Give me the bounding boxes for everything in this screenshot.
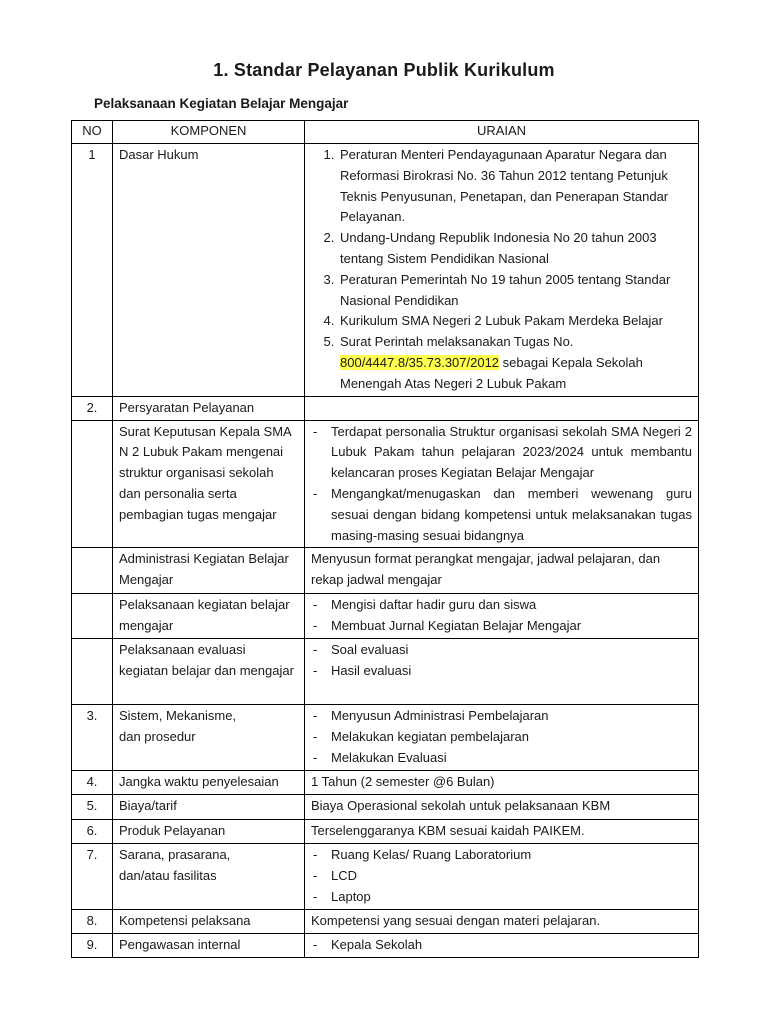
row-uraian <box>305 420 699 548</box>
table-row <box>72 820 699 844</box>
item-text: Surat Perintah melaksanakan Tugas No. <box>340 334 574 350</box>
row-uraian <box>305 844 699 910</box>
list-item: 4. Kurikulum SMA Negeri 2 Lubuk Pakam Merdeka Belajar <box>338 311 692 332</box>
header-komponen: KOMPONEN <box>113 121 305 144</box>
dash-list <box>311 595 692 637</box>
row-number: 1 <box>72 144 113 397</box>
row-number: 9. <box>72 934 113 958</box>
komponen-line: dan prosedur <box>119 729 196 745</box>
row-uraian: 1 Tahun (2 semester @6 Bulan) <box>305 771 699 795</box>
row-komponen: Produk Pelayanan <box>113 820 305 844</box>
dash-marker: - <box>313 423 318 439</box>
row-number: 7. <box>72 844 113 910</box>
row-komponen: Administrasi Kegiatan Belajar Mengajar <box>113 548 305 594</box>
komponen-line: Sarana, prasarana, <box>119 847 231 863</box>
header-uraian: URAIAN <box>305 121 699 144</box>
list-item: 3. Peraturan Pemerintah No 19 tahun 2005 tentang Standar Nasional Pendidikan <box>338 270 692 312</box>
row-uraian <box>305 705 699 771</box>
list-item: 1. Peraturan Menteri Pendayagunaan Aparatur Negara dan Reformasi Birokrasi No. 36 Tahun 2012 tentang Petunjuk Teknis Penyusunan, Penetapan, dan Penerapan Standar Pelayanan. <box>338 145 692 228</box>
item-text: Soal evaluasi <box>331 642 409 658</box>
dash-marker: - <box>313 708 318 724</box>
dash-marker: - <box>313 888 318 904</box>
row-komponen <box>113 844 305 910</box>
row-uraian <box>305 639 699 705</box>
row-uraian <box>305 934 699 958</box>
item-text: Terdapat personalia Struktur organisasi sekolah SMA Negeri 2 Lubuk Pakam tahun pelajaran 2023/2024 untuk membantu kelancaran proses Kegiatan Belajar Mengajar <box>331 423 692 481</box>
dash-marker: - <box>313 485 318 501</box>
table-row <box>72 594 699 639</box>
row-number: 3. <box>72 705 113 771</box>
item-text: Melakukan Evaluasi <box>331 749 447 765</box>
row-number: 2. <box>72 396 113 420</box>
dash-list <box>311 422 692 547</box>
list-item <box>311 748 692 769</box>
standard-table <box>71 120 699 958</box>
list-item <box>338 332 692 394</box>
item-text: Hasil evaluasi <box>331 663 412 679</box>
table-row <box>72 144 699 397</box>
row-komponen: Jangka waktu penyelesaian <box>113 771 305 795</box>
table-row <box>72 934 699 958</box>
table-row <box>72 844 699 910</box>
row-komponen <box>113 705 305 771</box>
row-komponen: Pengawasan internal <box>113 934 305 958</box>
dash-list <box>311 706 692 768</box>
list-item <box>311 640 692 661</box>
list-item <box>311 727 692 748</box>
table-row <box>72 705 699 771</box>
dash-marker: - <box>313 663 318 679</box>
list-item <box>311 595 692 616</box>
dash-marker: - <box>313 642 318 658</box>
table-row <box>72 795 699 820</box>
dash-marker: - <box>313 597 318 613</box>
row-number: 6. <box>72 820 113 844</box>
dash-marker: - <box>313 937 318 953</box>
list-item <box>311 616 692 637</box>
row-komponen: Biaya/tarif <box>113 795 305 820</box>
dash-marker: - <box>313 868 318 884</box>
item-text: sebagai Kepala Sekolah Menengah Atas Negeri 2 Lubuk Pakam <box>340 354 643 391</box>
dash-marker: - <box>313 847 318 863</box>
dash-marker: - <box>313 749 318 765</box>
table-row <box>72 639 699 705</box>
item-text: Menyusun Administrasi Pembelajaran <box>331 708 549 724</box>
list-item <box>311 661 692 682</box>
row-komponen: Dasar Hukum <box>113 144 305 397</box>
page-title: 1. Standar Pelayanan Publik Kurikulum <box>213 60 555 80</box>
dash-marker: - <box>313 618 318 634</box>
row-komponen: Pelaksanaan evaluasi kegiatan belajar dan mengajar <box>113 639 305 705</box>
item-text: Melakukan kegiatan pembelajaran <box>331 729 530 745</box>
dash-list <box>311 845 692 907</box>
list-item <box>311 706 692 727</box>
row-number <box>72 594 113 639</box>
list-item <box>311 845 692 866</box>
row-number <box>72 548 113 594</box>
row-number: 8. <box>72 910 113 934</box>
dash-marker: - <box>313 729 318 745</box>
list-item <box>311 422 692 484</box>
row-number <box>72 639 113 705</box>
section-subtitle: Pelaksanaan Kegiatan Belajar Mengajar <box>94 96 349 111</box>
row-komponen: Kompetensi pelaksana <box>113 910 305 934</box>
table-row <box>72 396 699 420</box>
list-item <box>311 484 692 546</box>
dash-list <box>311 640 692 682</box>
row-uraian: Terselenggaranya KBM sesuai kaidah PAIKEM. <box>305 820 699 844</box>
item-text: Ruang Kelas/ Ruang Laboratorium <box>331 847 532 863</box>
row-uraian: Menyusun format perangkat mengajar, jadwal pelajaran, dan rekap jadwal mengajar <box>305 548 699 594</box>
list-item <box>311 866 692 887</box>
komponen-line: Sistem, Mekanisme, <box>119 708 237 724</box>
highlighted-decree-number: 800/4447.8/35.73.307/2012 <box>340 354 500 370</box>
list-item <box>311 887 692 908</box>
row-komponen: Pelaksanaan kegiatan belajar mengajar <box>113 594 305 639</box>
komponen-line: dan/atau fasilitas <box>119 868 217 884</box>
row-komponen: Persyaratan Pelayanan <box>113 396 305 420</box>
item-text: Laptop <box>331 888 371 904</box>
item-text: Kepala Sekolah <box>331 937 423 953</box>
header-no: NO <box>72 121 113 144</box>
dash-list <box>311 935 692 956</box>
row-uraian: Kompetensi yang sesuai dengan materi pelajaran. <box>305 910 699 934</box>
row-number: 5. <box>72 795 113 820</box>
item-text: Membuat Jurnal Kegiatan Belajar Mengajar <box>331 618 582 634</box>
table-row <box>72 548 699 594</box>
row-uraian: Biaya Operasional sekolah untuk pelaksanaan KBM <box>305 795 699 820</box>
item-text: Mengangkat/menugaskan dan memberi wewenang guru sesuai dengan bidang kompetensi untuk melaksanakan tugas masing-masing sesuai bidangnya <box>331 485 692 543</box>
list-item <box>311 935 692 956</box>
dasar-hukum-list <box>311 145 692 395</box>
row-komponen: Surat Keputusan Kepala SMA N 2 Lubuk Pakam mengenai struktur organisasi sekolah dan personalia serta pembagian tugas mengajar <box>113 420 305 548</box>
item-text: LCD <box>331 868 358 884</box>
list-item: 2. Undang-Undang Republik Indonesia No 20 tahun 2003 tentang Sistem Pendidikan Nasional <box>338 228 692 270</box>
item-text: Mengisi daftar hadir guru dan siswa <box>331 597 537 613</box>
table-row <box>72 420 699 548</box>
table-row <box>72 771 699 795</box>
row-uraian <box>305 594 699 639</box>
row-uraian <box>305 396 699 420</box>
row-uraian <box>305 144 699 397</box>
row-number <box>72 420 113 548</box>
row-number: 4. <box>72 771 113 795</box>
table-header-row <box>72 121 699 144</box>
table-row <box>72 910 699 934</box>
